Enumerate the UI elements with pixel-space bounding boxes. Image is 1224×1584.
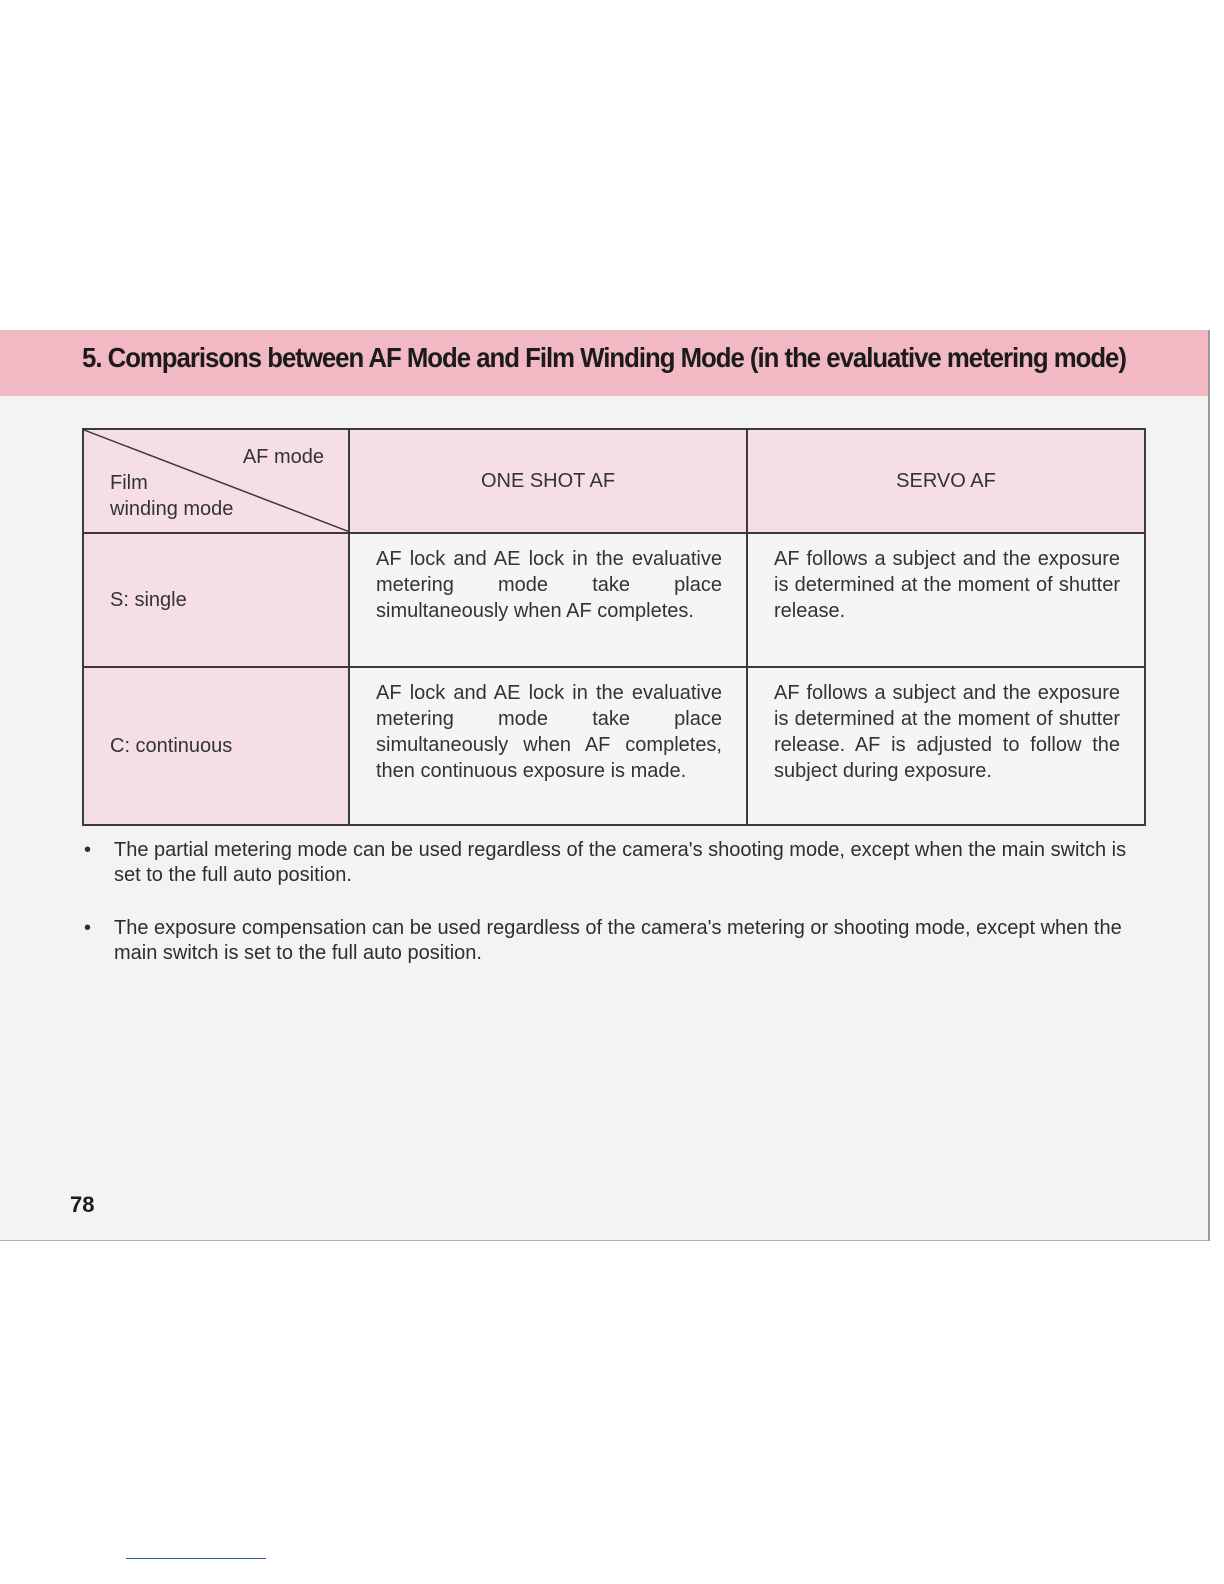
list-item [82, 916, 1150, 966]
cell-continuous-servo: AF follows a subject and the exposure is determined at the moment of shutter release. AF is adjusted to follow the subject during exposure. [747, 667, 1145, 825]
manual-page [0, 330, 1210, 1241]
note-text: The partial metering mode can be used regardless of the camera's shooting mode, except when the main switch is set to the full auto position. [114, 839, 1127, 886]
note-text: The exposure compensation can be used regardless of the camera's metering or shooting mode, except when the main switch is set to the full auto position. [114, 917, 1122, 964]
cell-single-servo: AF follows a subject and the exposure is determined at the moment of shutter release. [747, 533, 1145, 667]
notes-list [82, 838, 1150, 994]
cell-continuous-one-shot: AF lock and AE lock in the evaluative metering mode take place simultaneously when AF completes, then continuous exposure is made. [349, 667, 747, 825]
bullet-icon: • [84, 839, 92, 861]
cell-single-one-shot: AF lock and AE lock in the evaluative metering mode take place simultaneously when AF completes. [349, 533, 747, 667]
table-header-row [83, 429, 1145, 533]
column-header-one-shot-af: ONE SHOT AF [349, 429, 747, 533]
section-header-band [0, 330, 1208, 396]
corner-film-label: Film [110, 472, 148, 494]
table-row [83, 533, 1145, 667]
section-title: 5. Comparisons between AF Mode and Film Winding Mode (in the evaluative metering mode) [82, 342, 1126, 373]
comparison-table [82, 428, 1146, 826]
page-number: 78 [70, 1192, 95, 1217]
row-header-single: S: single [83, 533, 349, 667]
list-item [82, 838, 1150, 888]
corner-af-mode-label: AF mode [242, 446, 324, 468]
corner-winding-mode-label: winding mode [110, 498, 234, 520]
row-header-continuous: C: continuous [83, 667, 349, 825]
column-header-servo-af: SERVO AF [747, 429, 1145, 533]
footer-rule [126, 1558, 266, 1559]
table-row [83, 667, 1145, 825]
bullet-icon: • [84, 917, 92, 939]
diagonal-corner-cell [83, 429, 349, 533]
